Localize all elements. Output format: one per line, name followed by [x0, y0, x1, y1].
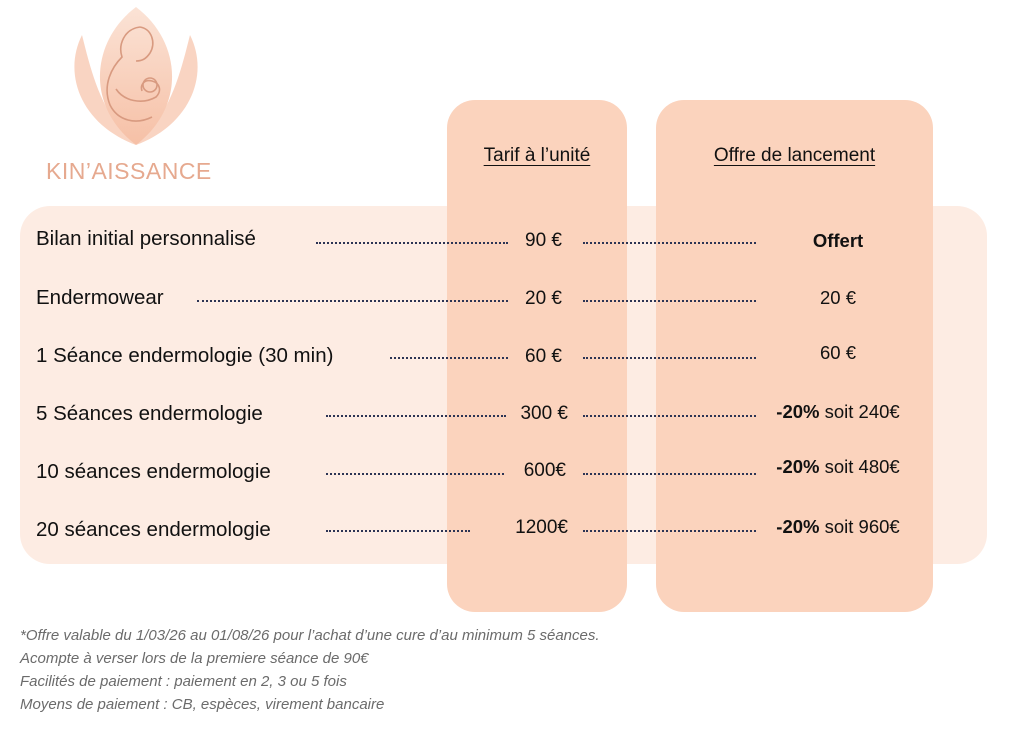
dot-leader — [326, 415, 506, 417]
offer-detail: 20 € — [819, 287, 856, 308]
header-launch-offer: Offre de lancement — [713, 145, 876, 166]
row-price: 90 € — [525, 230, 562, 251]
brand-name: KIN’AISSANCE — [46, 158, 212, 184]
row-label: 5 Séances endermologie — [36, 402, 263, 425]
row-offer — [760, 342, 916, 364]
offer-detail: 60 € — [819, 342, 856, 363]
row-offer — [760, 287, 916, 309]
row-price: 20 € — [525, 288, 562, 309]
dot-leader — [583, 300, 756, 302]
dot-leader — [583, 357, 756, 359]
offer-highlight: Offert — [812, 230, 864, 251]
dot-leader — [326, 530, 470, 532]
dot-leader — [583, 473, 756, 475]
row-offer — [760, 456, 916, 478]
offer-detail: soit 960€ — [819, 516, 900, 537]
footnote-installments: Facilités de paiement : paiement en 2, 3 ou 5 fois — [20, 673, 347, 690]
offer-detail: soit 240€ — [819, 401, 900, 422]
offer-highlight: -20% — [776, 401, 820, 422]
row-price: 1200€ — [515, 517, 568, 538]
offer-detail: soit 480€ — [819, 456, 900, 477]
footnote-deposit: Acompte à verser lors de la premiere séance de 90€ — [20, 650, 369, 667]
row-offer — [760, 401, 916, 423]
footnote-offer-validity: *Offre valable du 1/03/26 au 01/08/26 pour l’achat d’une cure d’au minimum 5 séances. — [20, 627, 600, 644]
row-label: 10 séances endermologie — [36, 460, 271, 483]
row-label: Endermowear — [36, 286, 164, 309]
header-unit-price: Tarif à l’unité — [483, 145, 591, 166]
offer-highlight: -20% — [776, 516, 820, 537]
offer-highlight: -20% — [776, 456, 820, 477]
footnote-payment-methods: Moyens de paiement : CB, espèces, virement bancaire — [20, 696, 385, 713]
dot-leader — [197, 300, 508, 302]
row-offer — [760, 230, 916, 252]
dot-leader — [326, 473, 504, 475]
dot-leader — [316, 242, 508, 244]
row-offer — [760, 516, 916, 538]
row-price: 60 € — [525, 346, 562, 367]
row-price: 600€ — [523, 460, 566, 481]
lotus-mother-child-icon — [62, 5, 210, 153]
dot-leader — [583, 242, 756, 244]
dot-leader — [390, 357, 508, 359]
dot-leader — [583, 530, 756, 532]
row-price: 300 € — [520, 403, 568, 424]
row-label: Bilan initial personnalisé — [36, 227, 256, 250]
dot-leader — [583, 415, 756, 417]
row-label: 1 Séance endermologie (30 min) — [36, 344, 334, 367]
row-label: 20 séances endermologie — [36, 518, 271, 541]
